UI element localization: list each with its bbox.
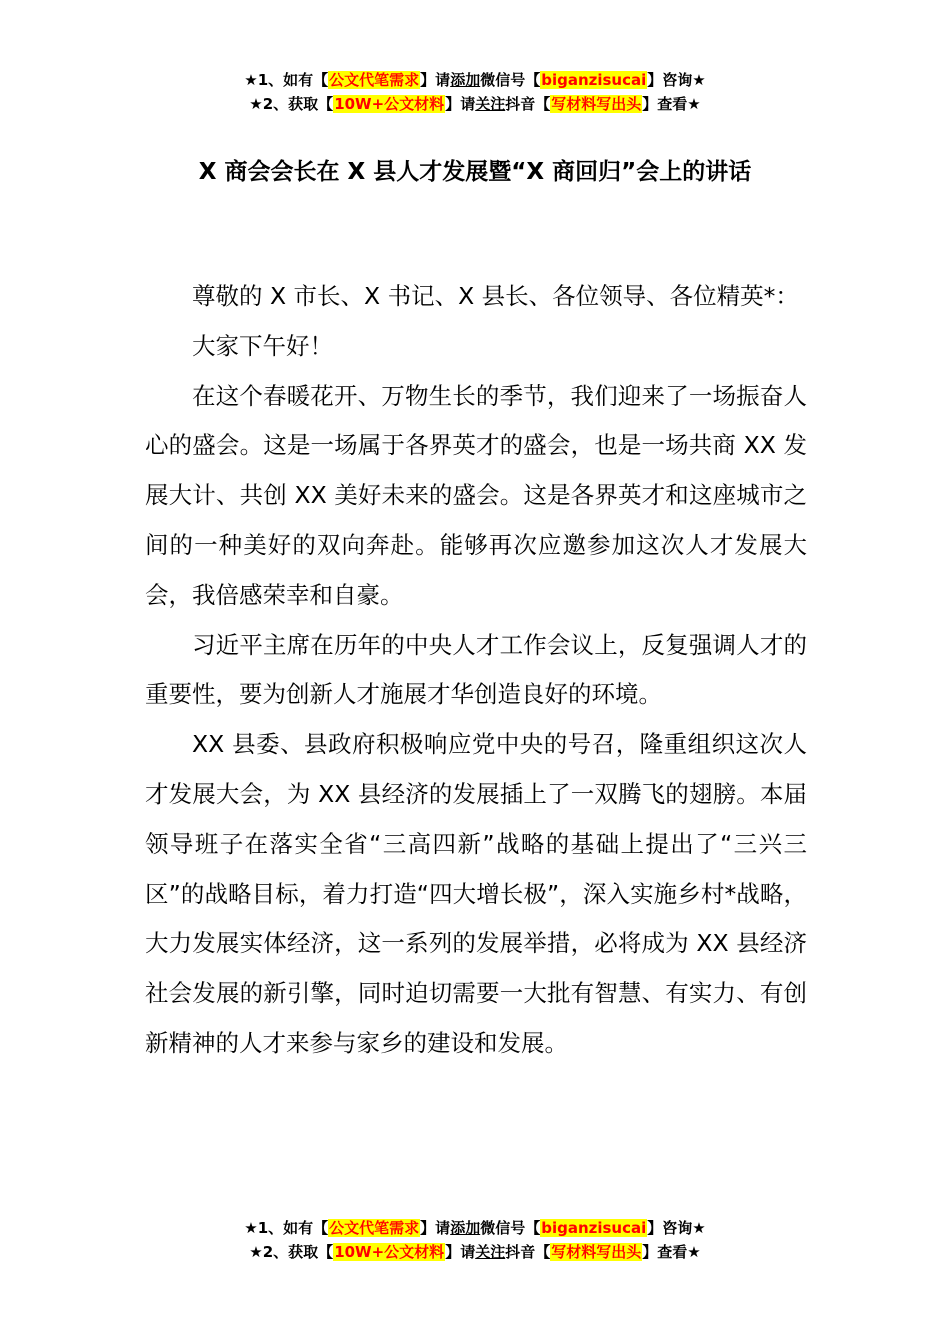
header-line-2-highlight-materials: 10W+公文材料 xyxy=(334,95,445,113)
header-line-1-highlight-service: 公文代笔需求 xyxy=(329,71,420,89)
footer-line-1 xyxy=(0,1216,950,1240)
header-line-2-underline: 关注 xyxy=(475,95,506,113)
footer-line-2-highlight-douyin: 写材料写出头 xyxy=(551,1243,642,1261)
header-banner xyxy=(0,68,950,116)
header-line-2-suffix: 】查看★ xyxy=(642,95,701,113)
header-line-1-underline: 添加 xyxy=(450,71,481,89)
footer-line-2-mid: 】请 xyxy=(445,1243,476,1261)
header-line-1-highlight-wechat: biganzisucai xyxy=(541,71,647,89)
footer-line-2-underline: 关注 xyxy=(475,1243,506,1261)
footer-line-1-mid: 】请 xyxy=(420,1219,451,1237)
document-title: X 商会会长在 X 县人才发展暨“X 商回归”会上的讲话 xyxy=(198,159,752,185)
footer-line-1-underline: 添加 xyxy=(450,1219,481,1237)
paragraph-opening: 在这个春暖花开、万物生长的季节，我们迎来了一场振奋人心的盛会。这是一场属于各界英才的盛会，也是一场共商 XX 发展大计、共创 XX 美好未来的盛会。这是各界英才和这座城市之间的一种美好的双向奔赴。能够再次应邀参加这次人才发展大会，我倍感荣幸和自豪。 xyxy=(145,381,807,609)
document-body xyxy=(145,272,807,1069)
header-line-2-prefix: ★2、获取【 xyxy=(249,95,334,113)
paragraph-talent-importance: 习近平主席在历年的中央人才工作会议上，反复强调人才的重要性，要为创新人才施展才华创造良好的环境。 xyxy=(145,630,807,709)
footer-line-1-mid2: 微信号【 xyxy=(480,1219,541,1237)
footer-line-2-prefix: ★2、获取【 xyxy=(249,1243,334,1261)
footer-line-1-suffix: 】咨询★ xyxy=(647,1219,706,1237)
header-line-1-suffix: 】咨询★ xyxy=(647,71,706,89)
paragraph-county-strategy: XX 县委、县政府积极响应党中央的号召，隆重组织这次人才发展大会，为 XX 县经济的发展插上了一双腾飞的翅膀。本届领导班子在落实全省“三高四新”战略的基础上提出了“三兴三区”的战略目标，着力打造“四大增长极”，深入实施乡村*战略，大力发展实体经济，这一系列的发展举措，必将成为 XX 县经济社会发展的新引擎，同时迫切需要一大批有智慧、有实力、有创新精神的人才来参与家乡的建设和发展。 xyxy=(145,730,807,1057)
header-line-1-mid: 】请 xyxy=(420,71,451,89)
footer-line-2 xyxy=(0,1240,950,1264)
header-line-2 xyxy=(0,92,950,116)
footer-line-1-prefix: ★1、如有【 xyxy=(244,1219,329,1237)
footer-line-1-highlight-wechat: biganzisucai xyxy=(541,1219,647,1237)
footer-line-2-suffix: 】查看★ xyxy=(642,1243,701,1261)
header-line-1 xyxy=(0,68,950,92)
footer-line-2-mid2: 抖音【 xyxy=(505,1243,551,1261)
header-line-1-prefix: ★1、如有【 xyxy=(244,71,329,89)
footer-line-2-highlight-materials: 10W+公文材料 xyxy=(334,1243,445,1261)
paragraph-salutation: 尊敬的 X 市长、X 书记、X 县长、各位领导、各位精英*： xyxy=(192,282,799,310)
header-line-2-mid2: 抖音【 xyxy=(505,95,551,113)
header-line-2-highlight-douyin: 写材料写出头 xyxy=(551,95,642,113)
header-line-2-mid: 】请 xyxy=(445,95,476,113)
footer-banner xyxy=(0,1216,950,1264)
footer-line-1-highlight-service: 公文代笔需求 xyxy=(329,1219,420,1237)
paragraph-greeting: 大家下午好！ xyxy=(192,331,333,360)
header-line-1-mid2: 微信号【 xyxy=(480,71,541,89)
